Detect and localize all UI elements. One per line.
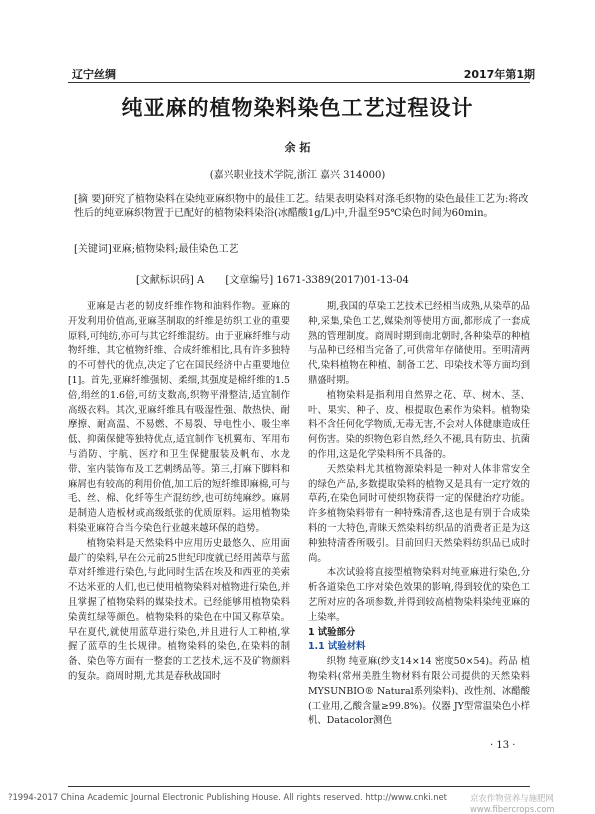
paragraph: 亚麻是古老的韧皮纤维作物和油料作物。亚麻的开发利用价值高,亚麻茎制取的纤维是纺织工业的重要原料,可纯纺,亦可与其它纤维混纺。由于亚麻纤维与动物纤维、其它植物纤维、合成纤维相比,具有许多独特的不可替代的优点,决定了它在国民经济中占重要地位[1]。首先,亚麻纤维强韧、柔细,其强度是棉纤维的1.5倍,绢丝的1.6倍,可纺支数高,织物平滑整洁,适宜制作高级衣料。其次,亚麻纤维具有吸湿性强、散热快、耐摩擦、耐高温、不易燃、不易裂、导电性小、吸尘率低、抑菌保健等独特优点,适宜制作飞机翼布、军用布与消防、宇航、医疗和卫生保健服装及帆布、水龙带、室内装饰布及工艺刺绣品等。第三,打麻下脚料和麻屑也有较高的利用价值,加工后的短纤维即麻棉,可与毛、丝、棉、化纤等生产混纺纱,也可纺纯麻纱。麻屑是制造人造板材或高级纸张的优质原料。运用植物染料染亚麻符合当今染色行业越来越环保的趋势。 — [68, 301, 290, 534]
watermark: 京农作物营养与施肥网 www.fibercrops.com — [470, 793, 555, 814]
paragraph: 织物 纯亚麻(纱支14×14 密度50×54)。药品 植物染料(常州美胜生物材料有限公司提供的天然染料MYSUNBIO® Natural系列染料)、改性剂、冰醋酸(工业用,乙酸含量≥99.8%)。仪器 JY型常温染色小样机、Datacolor测色 — [308, 656, 530, 727]
paragraph: 植物染料是指利用自然界之花、草、树木、茎、叶、果实、种子、皮、根提取色素作为染料。植物染料不含任何化学物质,无毒无害,不会对人体健康造成任何伤害。染的织物色彩自然,经久不褪,具有防虫、抗菌的作用,这是化学染料所不具备的。 — [308, 389, 530, 460]
keywords: [关键词]亚麻;植物染料;最佳染色工艺 — [74, 244, 239, 255]
classification-line — [136, 271, 536, 286]
document-code: [文献标识码] A — [136, 275, 205, 286]
body-column-left — [68, 300, 290, 685]
header-divider — [68, 82, 530, 83]
author-affiliation: (嘉兴职业技术学院,浙江 嘉兴 314000) — [209, 170, 386, 181]
issue-label: 2017年第1期 — [463, 68, 535, 81]
journal-name: 辽宁丝绸 — [72, 68, 116, 81]
abstract: [摘 要]研究了植物染料在染纯亚麻织物中的最佳工艺。结果表明染料对涤毛织物的染色最佳工艺为:将改性后的纯亚麻织物置于已配好的植物染料染浴(冰醋酸1g/L)中,升温至95℃染色时间为60min。 — [74, 194, 529, 219]
footer-divider — [68, 786, 530, 787]
body-column-right — [308, 300, 530, 729]
article-number: [文章编号] 1671-3389(2017)01-13-04 — [225, 275, 409, 286]
section-heading: 1 试验部分 — [308, 626, 356, 638]
page-number: · 13 · — [490, 740, 516, 751]
footer-url[interactable]: http://www.cnki.net — [365, 792, 447, 802]
paragraph: 天然染料尤其植物源染料是一种对人体非常安全的绿色产品,多数提取染料的植物又是具有一定疗效的草药,在染色同时可使织物获得一定的保健治疗功能。许多植物染料带有一种特殊清香,这也是有别于合成染料的一大特色,青睐天然染料纺织品的消费者正是为这种独特清香所吸引。目前回归天然染料纺织品已成时尚。 — [308, 463, 530, 564]
paragraph: 本次试验将直接型植物染料对纯亚麻进行染色,分析各道染色工序对染色效果的影响,得到较优的染色工艺所对应的各项参数,并得到较高植物染料染纯亚麻的上染率。 — [308, 567, 530, 623]
paper-author: 余 拓 — [284, 141, 311, 154]
paper-title: 纯亚麻的植物染料染色工艺过程设计 — [121, 96, 474, 120]
subsection-heading: 1.1 试验材料 — [308, 641, 366, 653]
paragraph: 期,我国的草染工艺技术已经相当成熟,从染草的品种,采集,染色工艺,媒染剂等使用方面,都形成了一套成熟的管理制度。商周时期到南北朝时,各种染草的种植与品种已经相当完备了,可供常年存储使用。至明清两代,染料植物在种植、制备工艺、印染技术等方面均到鼎盛时期。 — [308, 301, 530, 386]
paragraph: 植物染料是天然染料中应用历史最悠久、应用面最广的染料,早在公元前25世纪印度就已经用茜草与蓝草对纤维进行染色,与此同时生活在埃及和西亚的美索不达米亚的人们,也已使用植物染料对植物进行染色,并且掌握了植物染料的媒染技术。已经能够用植物染料染黄红绿等颜色。植物染料的染色在中国又称草染。早在夏代,就使用蓝草进行染色,并且进行人工种植,掌握了蓝草的生长规律。植物染料的染色,在染料的制备、染色等方面有一整套的工艺技术,远不及矿物颜料的复杂。商周时期,尤其是春秋战国时 — [68, 537, 290, 682]
copyright-notice: ?1994-2017 China Academic Journal Electronic Publishing House. All rights reserved. http://www.cnki.net — [8, 792, 447, 802]
